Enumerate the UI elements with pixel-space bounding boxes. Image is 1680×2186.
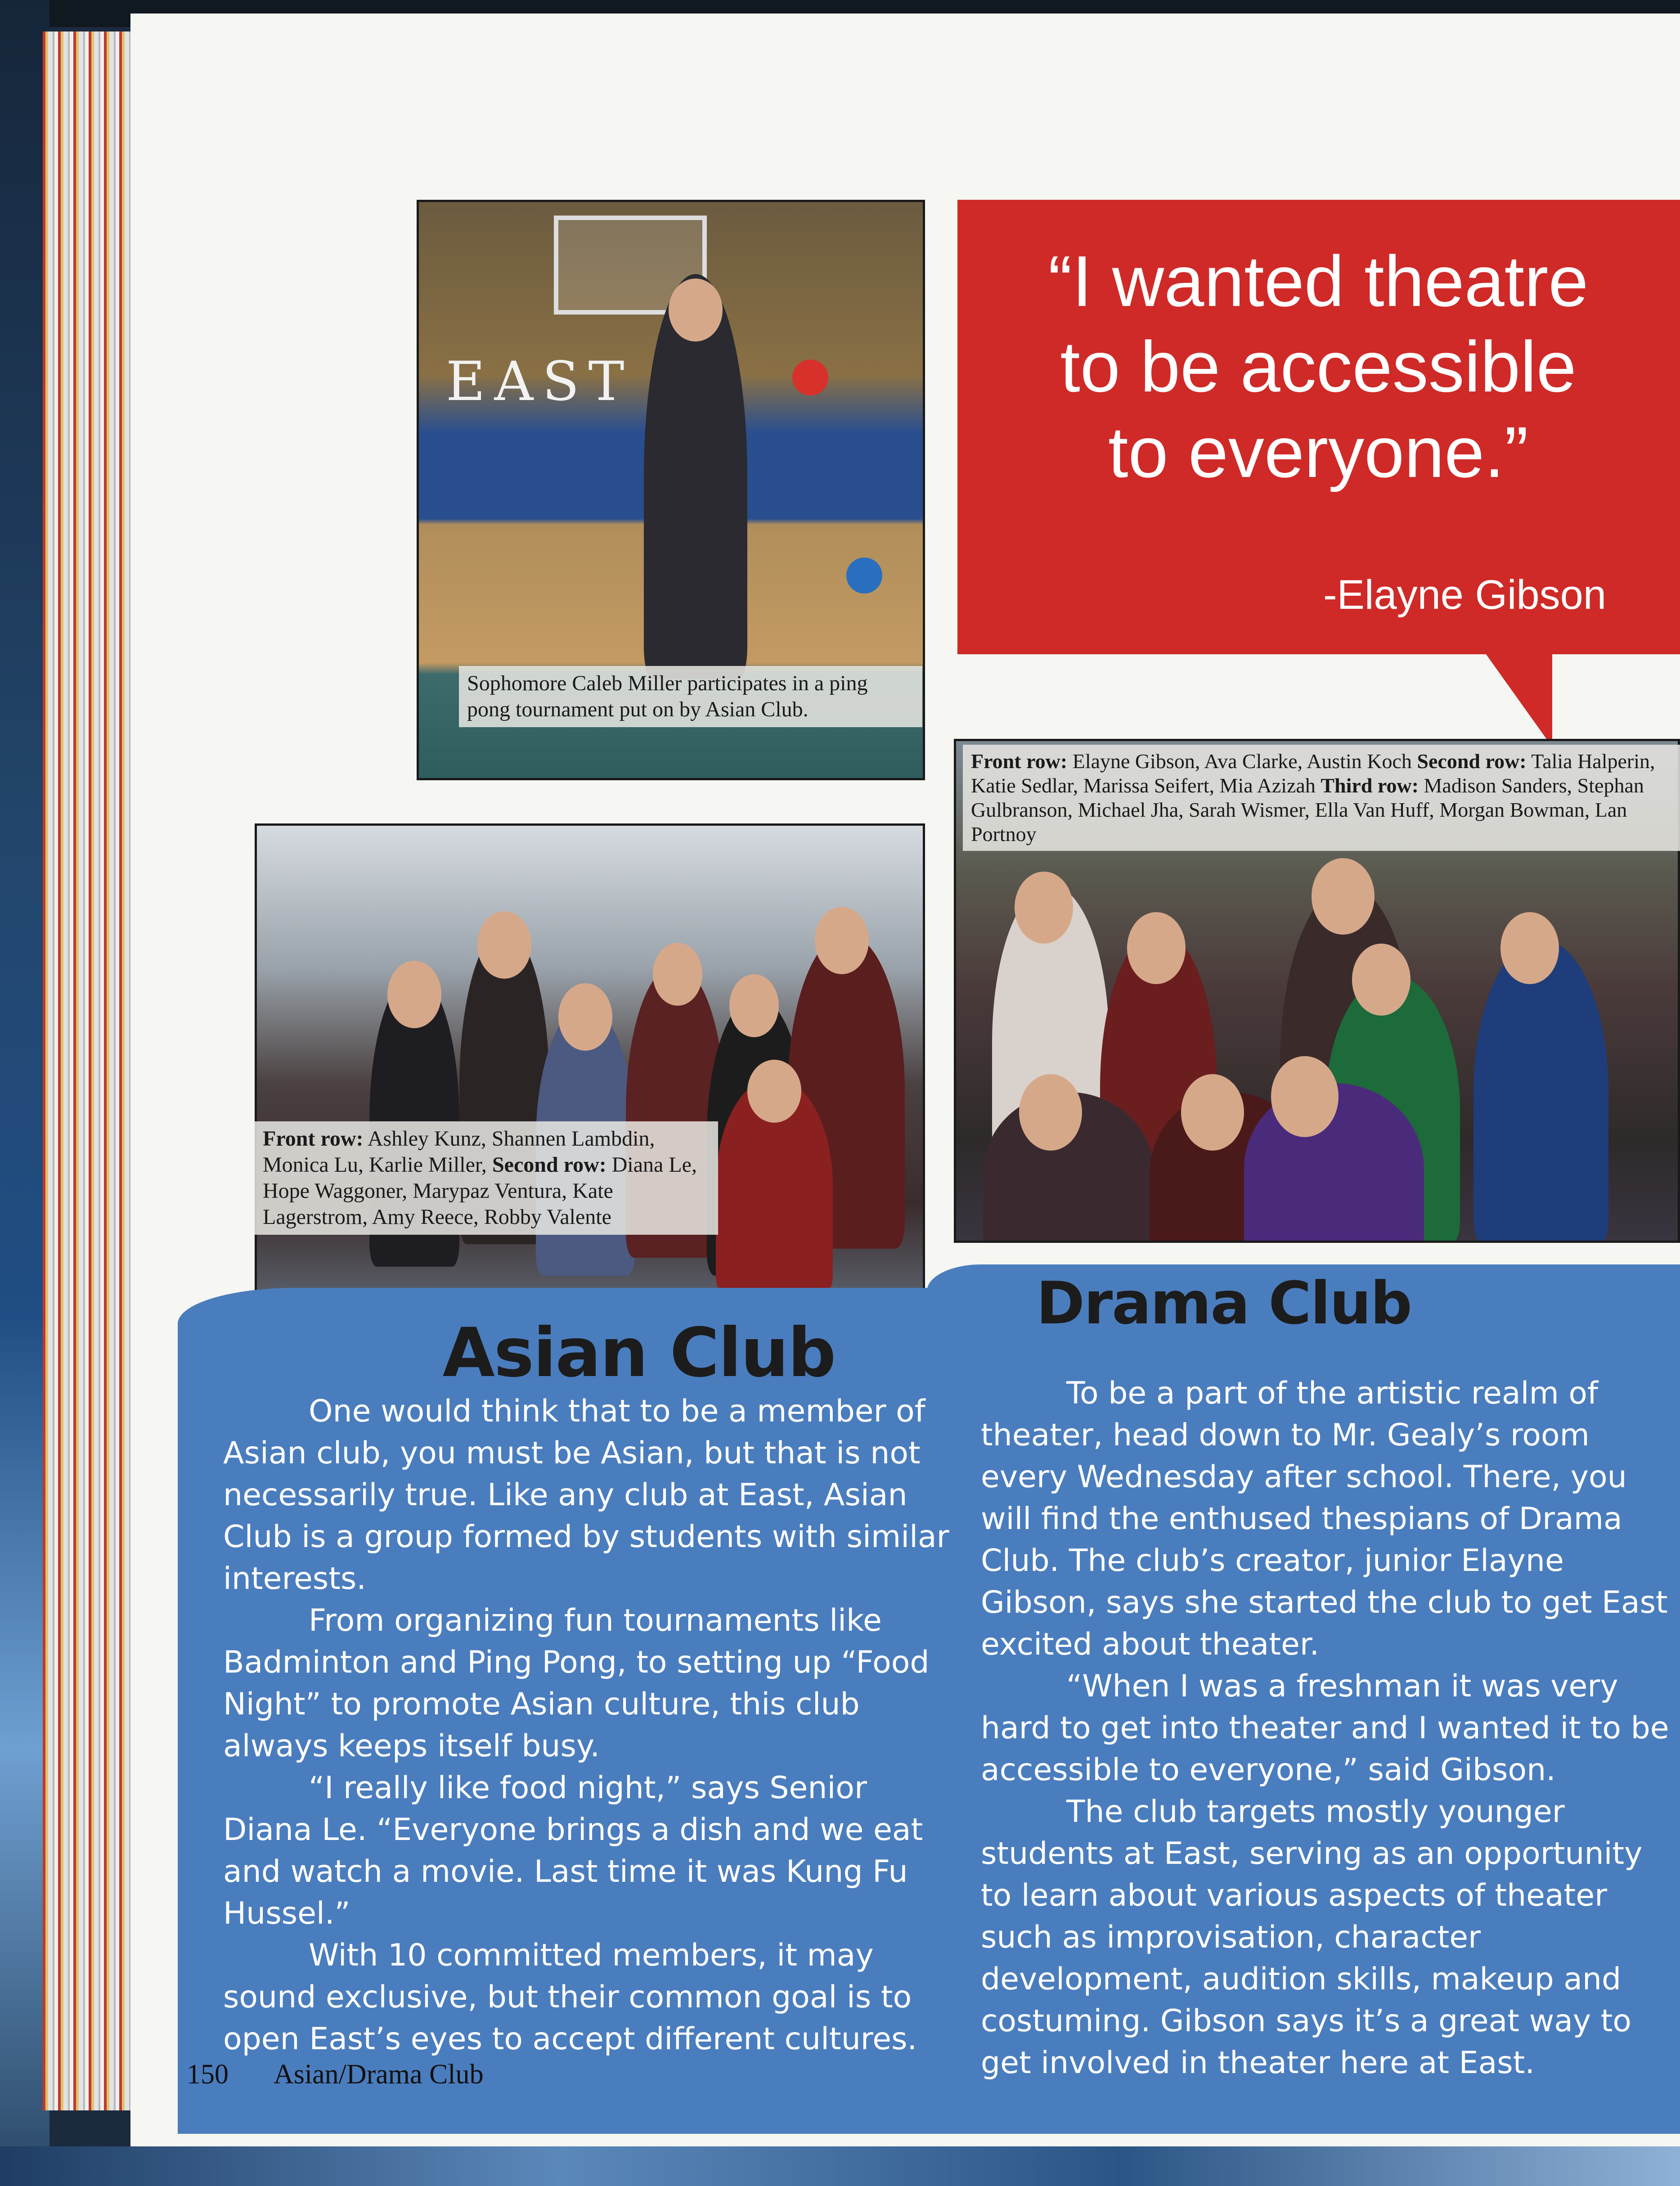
caption-names: Ashley Kunz, Shannen Lambdin, Monica Lu, Karlie Miller, [263, 1127, 655, 1177]
person-head [653, 943, 702, 1006]
article-paragraph: One would think that to be a member of Asian club, you must be Asian, but that is not necessarily true. Like any club at East, Asian Club is a group formed by students with similar interests. [223, 1394, 949, 1597]
book-background-left [0, 0, 49, 2186]
person-head [477, 911, 531, 979]
pull-quote-line: to be accessible [1060, 326, 1577, 407]
person-head [1271, 1056, 1339, 1137]
quote-bubble-tail [1485, 652, 1552, 747]
article-paragraph: To be a part of the artistic realm of theater, head down to Mr. Gealy’s room every Wednesday after school. There, you will find the enthused thespians of Drama Club. The club’s creator, junior Elayne Gibson, says she started the club to get East excited about theater. [981, 1376, 1668, 1662]
person-silhouette [1473, 939, 1608, 1243]
person-head [815, 907, 869, 974]
caption-label: Second row: [1417, 750, 1527, 773]
caption-label: Second row: [492, 1153, 606, 1177]
caption-drama-club [963, 745, 1680, 851]
person-head [1019, 1074, 1082, 1151]
section-name: Asian/Drama Club [274, 2059, 484, 2090]
asian-club-article [223, 1390, 961, 2060]
person-head [729, 974, 779, 1037]
caption-label: Third row: [1321, 774, 1419, 797]
article-paragraph: With 10 committed members, it may sound exclusive, but their common goal is to open East’s eyes to accept different cultures. [223, 1938, 917, 2057]
caption-names: Diana Le, Hope Waggoner, Marypaz Ventura, Kate Lagerstrom, Amy Reece, Robby Valente [263, 1153, 697, 1229]
pull-quote [972, 238, 1665, 495]
player-head [669, 279, 723, 342]
person-head [1181, 1074, 1244, 1151]
caption-label: Front row: [971, 750, 1068, 773]
paddle-red [792, 360, 828, 396]
article-paragraph: The club targets mostly younger students at East, serving as an opportunity to learn about various aspects of theater such as improvisation, character development, audition skills, makeup and costuming. Gibson says it’s a great way to get involved in theater here at East. [981, 1794, 1643, 2081]
caption-asian-club [255, 1121, 718, 1235]
person-head [387, 961, 441, 1028]
gym-wall-text: EAST [446, 351, 633, 413]
caption-names: Elayne Gibson, Ava Clarke, Austin Koch [1067, 750, 1417, 773]
article-paragraph: From organizing fun tournaments like Badminton and Ping Pong, to setting up “Food Night” to promote Asian culture, this club always keeps itself busy. [223, 1603, 930, 1764]
drama-club-heading: Drama Club [1036, 1269, 1411, 1337]
person-head [747, 1060, 801, 1123]
paddle-blue [846, 558, 882, 594]
page-number: 150 [187, 2059, 229, 2090]
caption-label: Front row: [263, 1127, 364, 1151]
person-head [1015, 872, 1073, 944]
page-stack-edges [43, 31, 137, 2110]
person-head [1500, 912, 1559, 984]
quote-attribution: -Elayne Gibson [1323, 572, 1606, 618]
pull-quote-line: to everyone.” [1108, 412, 1528, 492]
drama-club-article [981, 1372, 1680, 2084]
caption-ping-pong: Sophomore Caleb Miller participates in a ping pong tournament put on by Asian Club. [459, 666, 922, 727]
caption-names: Talia Halperin, Katie Sedlar, Marissa Seifert, Mia Azizah [971, 750, 1655, 797]
person-head [1312, 858, 1375, 935]
asian-club-heading: Asian Club [442, 1314, 836, 1392]
caption-names: Madison Sanders, Stephan Gulbranson, Michael Jha, Sarah Wismer, Ella Van Huff, Morgan Bowman, Lan Portnoy [971, 774, 1644, 846]
pull-quote-line: “I wanted theatre [1048, 241, 1589, 321]
article-paragraph: “When I was a freshman it was very hard to get into theater and I wanted it to be accessible to everyone,” said Gibson. [981, 1669, 1669, 1788]
page-folio [187, 2059, 592, 2091]
person-head [558, 983, 612, 1051]
person-head [1352, 944, 1410, 1016]
article-paragraph: “I really like food night,” says Senior Diana Le. “Everyone brings a dish and we eat and watch a movie. Last time it was Kung Fu Hussel.” [223, 1770, 923, 1931]
book-background-bottom [0, 2146, 1680, 2186]
person-head [1127, 912, 1186, 984]
